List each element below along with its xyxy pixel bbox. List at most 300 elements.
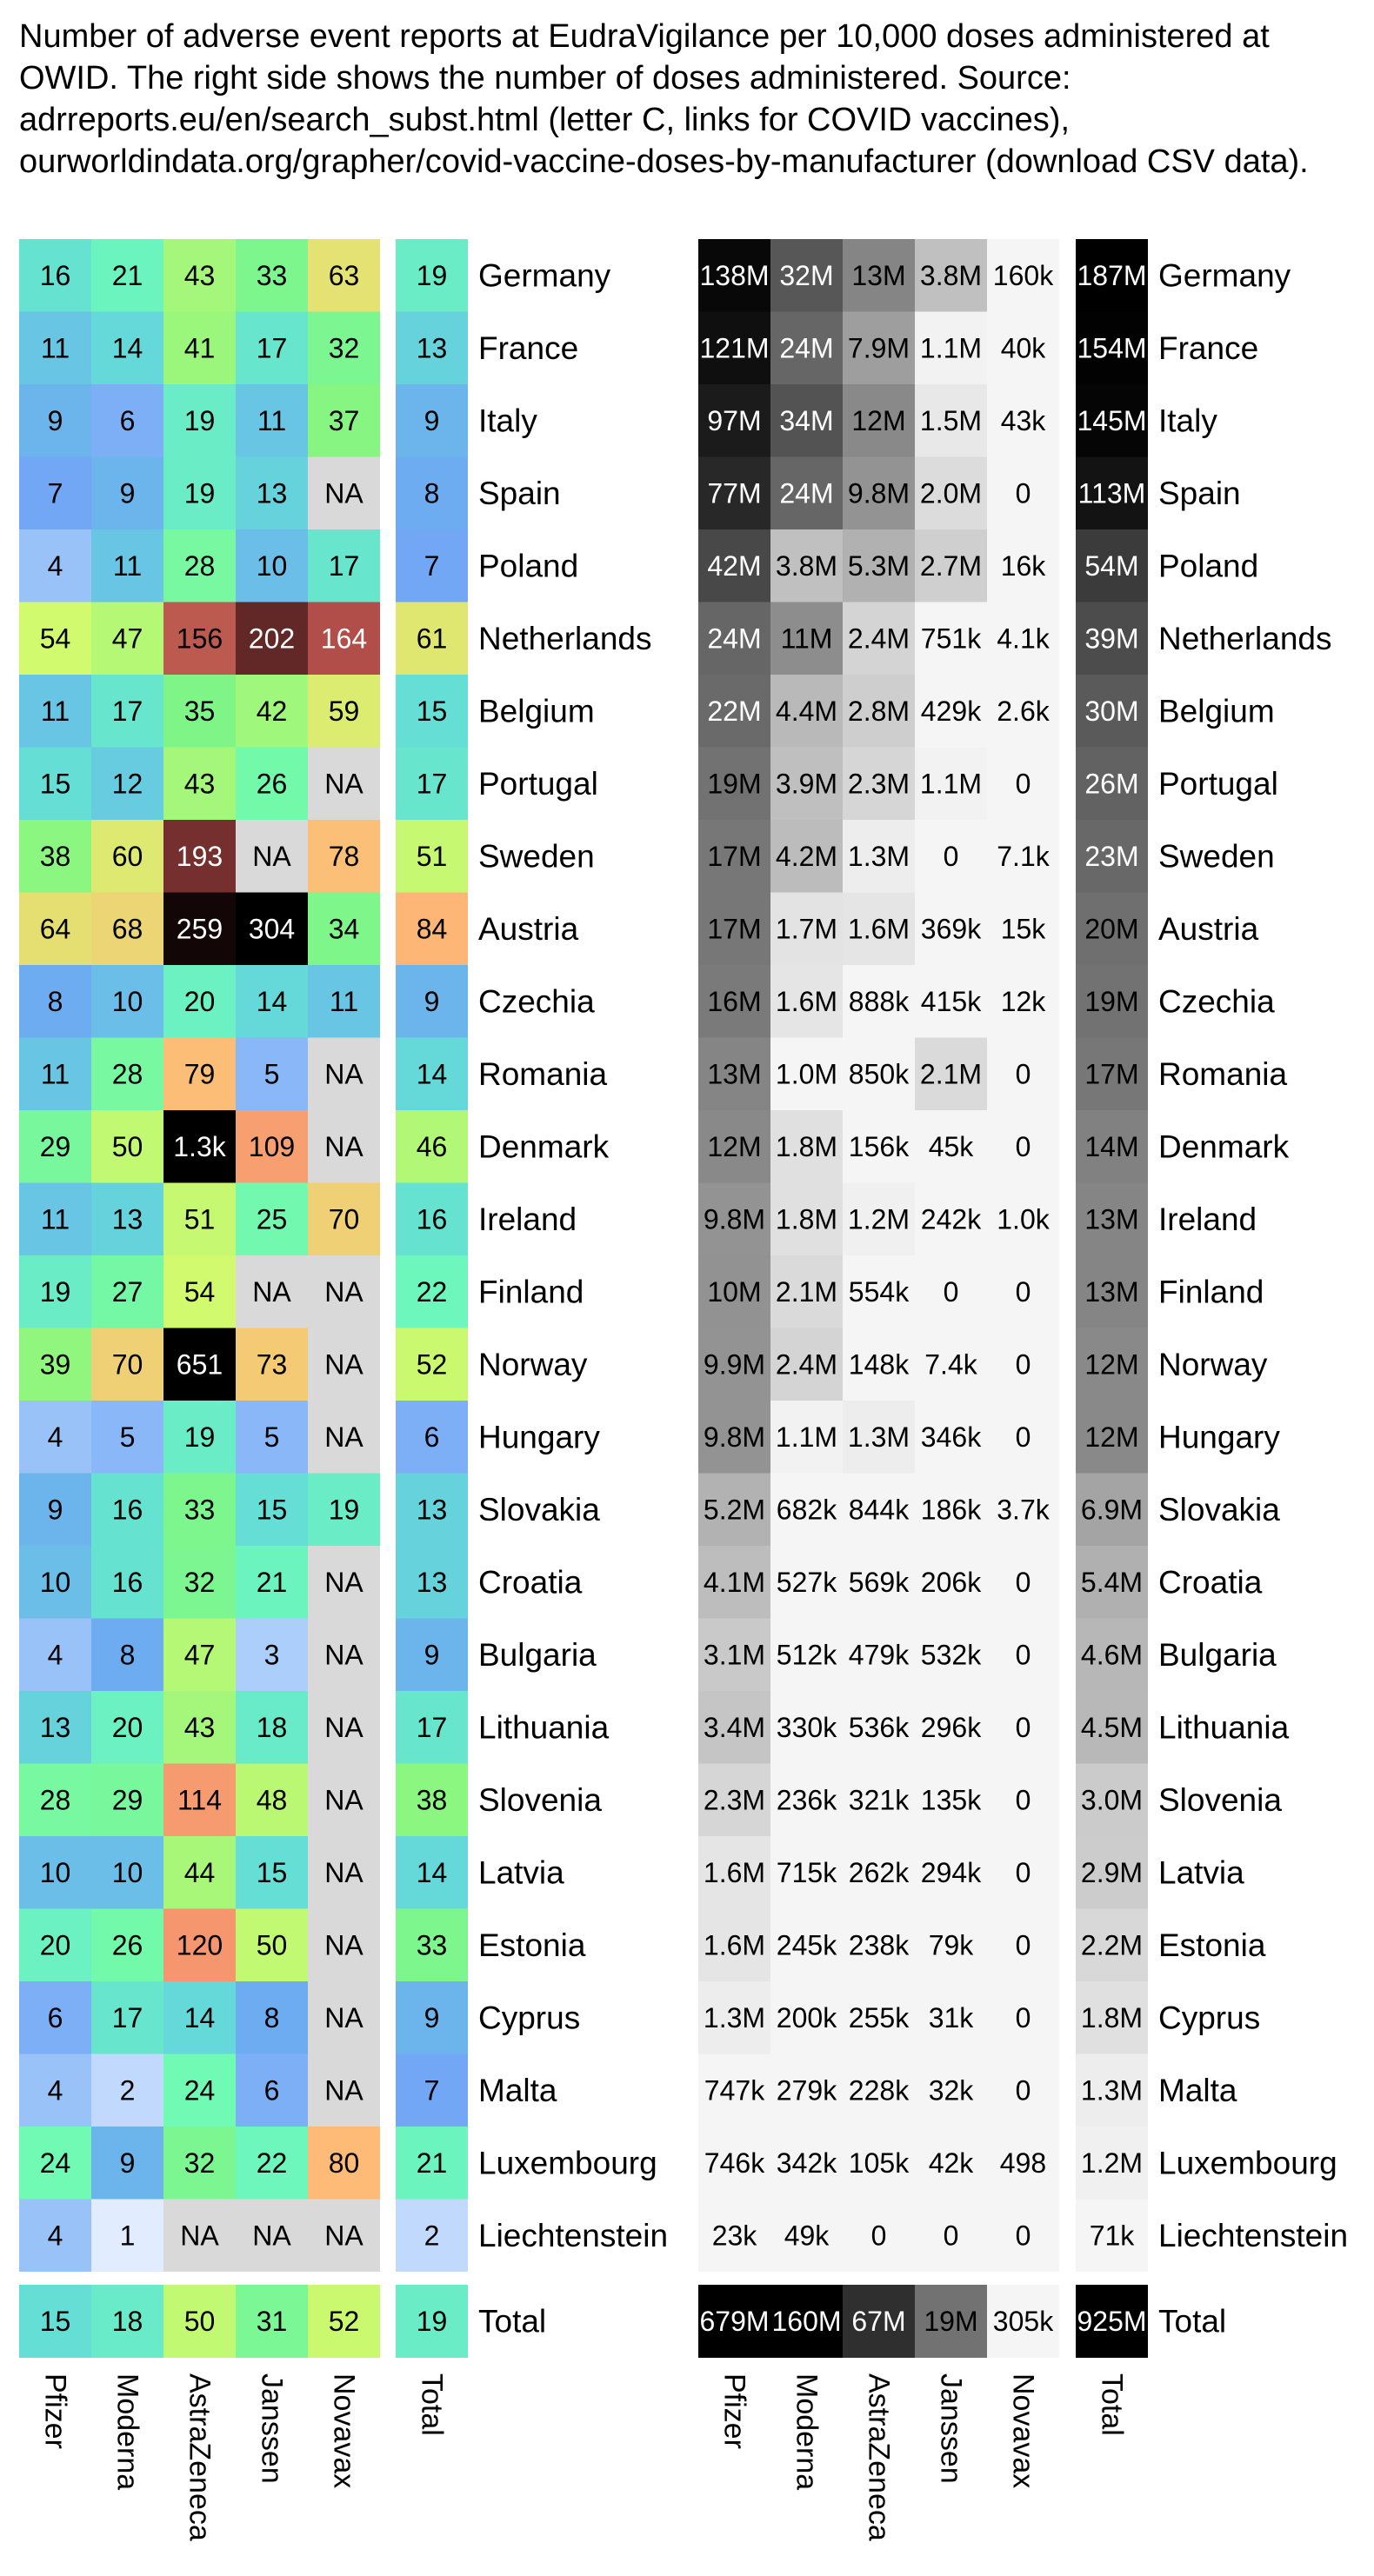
doses-row-label: Lithuania	[1158, 1709, 1290, 1746]
doses-row-label: Sweden	[1158, 838, 1275, 875]
doses-cell-label: 34M	[779, 404, 834, 436]
doses-cell-label: 1.3M	[703, 2001, 766, 2034]
reports-cell-label: 4	[47, 1639, 63, 1671]
doses-cell-label: 121M	[699, 332, 770, 364]
doses-row-label: Austria	[1158, 910, 1259, 947]
doses-cell-label: 0	[1015, 1711, 1031, 1743]
reports-cell-label: 37	[328, 404, 360, 436]
doses-total-cell-label: 145M	[1077, 404, 1147, 436]
reports-cell-label: 39	[39, 1348, 71, 1381]
reports-cell-label: 11	[329, 985, 359, 1017]
reports-column-label: AstraZeneca	[183, 2373, 217, 2541]
reports-cell-label: NA	[324, 477, 364, 509]
doses-cell-label: 888k	[848, 985, 910, 1017]
doses-cell-label: 751k	[920, 622, 982, 655]
doses-cell-label: 0	[943, 840, 959, 872]
reports-cell-label: 47	[111, 622, 143, 655]
doses-total-row-cell-label: 160M	[771, 2306, 842, 2337]
doses-row-label: Slovakia	[1158, 1491, 1280, 1528]
doses-cell-label: 9.8M	[703, 1421, 766, 1453]
reports-total-cell-label: 6	[424, 1421, 440, 1453]
reports-total-cell-label: 46	[416, 1130, 448, 1162]
reports-cell-label: 14	[111, 332, 143, 364]
doses-cell-label: 148k	[848, 1348, 910, 1381]
doses-cell-label: 12M	[851, 404, 906, 436]
reports-row-label: Cyprus	[478, 2000, 581, 2036]
doses-cell-label: 135k	[920, 1784, 982, 1816]
doses-cell-label: 2.1M	[919, 1058, 983, 1090]
reports-cell-label: 3	[263, 1639, 280, 1671]
reports-cell-label: 15	[256, 1494, 288, 1526]
reports-cell-label: 9	[119, 477, 136, 509]
doses-cell-label: 3.8M	[919, 259, 983, 291]
reports-cell-label: 13	[39, 1711, 71, 1743]
doses-cell-label: 19M	[707, 768, 762, 800]
doses-cell-label: 2.3M	[847, 768, 910, 800]
doses-cell-label: 1.3M	[847, 840, 910, 872]
doses-row-label: Ireland	[1158, 1201, 1257, 1237]
reports-cell-label: 193	[176, 840, 223, 872]
doses-cell-label: 498	[999, 2147, 1047, 2179]
reports-cell-label: 22	[256, 2147, 288, 2179]
doses-total-cell-label: 6.9M	[1080, 1494, 1144, 1526]
doses-cell-label: 17M	[707, 913, 762, 945]
doses-total-cell-label: 23M	[1084, 840, 1139, 872]
doses-total-cell-label: 30M	[1084, 695, 1139, 727]
doses-cell-label: 32k	[928, 2074, 974, 2107]
reports-cell-label: 20	[183, 985, 216, 1017]
doses-cell-label: 0	[1015, 1566, 1031, 1598]
reports-cell-label: 14	[256, 985, 288, 1017]
reports-row-label: Germany	[478, 257, 611, 294]
doses-cell-label: 294k	[920, 1856, 982, 1888]
reports-row-label: France	[478, 329, 579, 366]
doses-row-label: France	[1158, 329, 1259, 366]
reports-row-label: Slovenia	[478, 1781, 602, 1818]
doses-cell-label: 369k	[920, 913, 982, 945]
doses-cell-label: 206k	[920, 1566, 982, 1598]
doses-cell-label: 245k	[776, 1929, 837, 1961]
reports-cell-label: NA	[324, 1348, 364, 1381]
doses-cell-label: 527k	[776, 1566, 837, 1598]
reports-cell-label: 11	[40, 1058, 70, 1090]
doses-cell-label: 7.1k	[997, 840, 1050, 872]
reports-total-cell-label: 14	[416, 1058, 448, 1090]
doses-cell-label: 156k	[848, 1130, 910, 1162]
reports-cell-label: 6	[119, 404, 136, 436]
doses-cell-label: 2.1M	[775, 1275, 838, 1308]
doses-total-row-cell-label: 19M	[924, 2306, 978, 2337]
reports-cell-label: 63	[328, 259, 360, 291]
reports-cell-label: 78	[328, 840, 360, 872]
reports-cell-label: 259	[176, 913, 223, 945]
doses-cell-label: 2.4M	[775, 1348, 838, 1381]
reports-total-cell-label: 17	[416, 1711, 448, 1743]
doses-cell-label: 479k	[848, 1639, 910, 1671]
reports-cell-label: 19	[328, 1494, 360, 1526]
doses-row-label: Liechtenstein	[1158, 2217, 1349, 2253]
doses-cell-label: 43k	[1000, 404, 1046, 436]
doses-cell-label: 2.7M	[919, 549, 983, 582]
doses-total-cell-label: 13M	[1084, 1275, 1139, 1308]
reports-cell-label: 48	[256, 1784, 288, 1816]
doses-cell-label: 200k	[776, 2001, 837, 2034]
doses-cell-label: 9.8M	[847, 477, 910, 509]
reports-cell-label: 20	[111, 1711, 143, 1743]
doses-cell-label: 296k	[920, 1711, 982, 1743]
doses-total-cell-label: 14M	[1084, 1130, 1139, 1162]
doses-total-cell-label: 187M	[1077, 259, 1147, 291]
doses-cell-label: 23k	[711, 2220, 757, 2252]
doses-row-label: Latvia	[1158, 1854, 1244, 1891]
reports-cell-label: 11	[112, 549, 143, 582]
reports-cell-label: 15	[256, 1856, 288, 1888]
doses-cell-label: 569k	[848, 1566, 910, 1598]
reports-column-label: Moderna	[110, 2373, 144, 2491]
reports-row-label: Norway	[478, 1346, 588, 1382]
doses-cell-label: 1.6M	[703, 1929, 766, 1961]
reports-cell-label: 10	[39, 1566, 71, 1598]
reports-row-label: Hungary	[478, 1419, 600, 1455]
doses-cell-label: 262k	[848, 1856, 910, 1888]
reports-cell-label: 120	[176, 1929, 223, 1961]
reports-cell-label: NA	[252, 2220, 291, 2252]
doses-total-cell-label: 20M	[1084, 913, 1139, 945]
reports-row-label: Italy	[478, 403, 537, 439]
doses-total-cell-label: 19M	[1084, 985, 1139, 1017]
doses-cell-label: 0	[943, 2220, 959, 2252]
doses-row-label: Spain	[1158, 475, 1241, 511]
reports-cell-label: 13	[111, 1203, 143, 1235]
doses-total-cell-label: 113M	[1077, 477, 1146, 509]
doses-total-cell-label: 1.8M	[1080, 2001, 1144, 2034]
reports-cell-label: NA	[324, 1856, 364, 1888]
reports-row-label: Finland	[478, 1274, 584, 1310]
doses-row-label: Italy	[1158, 403, 1217, 439]
doses-row-label: Poland	[1158, 548, 1259, 584]
reports-total-cell-label: 33	[416, 1929, 448, 1961]
doses-cell-label: 5.2M	[703, 1494, 766, 1526]
reports-grand-total-cell-label: 19	[416, 2306, 448, 2337]
doses-cell-label: 138M	[699, 259, 770, 291]
doses-cell-label: 186k	[920, 1494, 982, 1526]
reports-cell-label: NA	[324, 1784, 364, 1816]
reports-cell-label: 29	[39, 1130, 71, 1162]
reports-row-label: Lithuania	[478, 1709, 610, 1746]
reports-cell-label: 28	[111, 1058, 143, 1090]
reports-cell-label: 9	[119, 2147, 136, 2179]
doses-cell-label: 49k	[784, 2220, 830, 2252]
doses-cell-label: 0	[1015, 1421, 1031, 1453]
reports-total-cell-label: 13	[416, 1566, 448, 1598]
doses-cell-label: 3.7k	[997, 1494, 1050, 1526]
reports-cell-label: 651	[176, 1348, 223, 1381]
doses-cell-label: 0	[870, 2220, 887, 2252]
reports-cell-label: 17	[328, 549, 360, 582]
reports-row-label: Malta	[478, 2072, 557, 2108]
doses-cell-label: 3.8M	[775, 549, 838, 582]
reports-cell-label: 164	[320, 622, 368, 655]
reports-cell-label: 8	[47, 985, 63, 1017]
reports-cell-label: 5	[263, 1058, 280, 1090]
reports-cell-label: 7	[47, 477, 63, 509]
reports-total-cell-label: 7	[424, 549, 440, 582]
doses-cell-label: 9.8M	[703, 1203, 766, 1235]
reports-cell-label: 13	[256, 477, 288, 509]
reports-total-cell-label: 9	[424, 2001, 440, 2034]
reports-cell-label: 5	[119, 1421, 136, 1453]
doses-cell-label: 2.6k	[997, 695, 1050, 727]
doses-cell-label: 2.0M	[919, 477, 983, 509]
doses-total-row-label: Total	[1158, 2303, 1227, 2340]
reports-cell-label: NA	[252, 1275, 291, 1308]
doses-cell-label: 3.1M	[703, 1639, 766, 1671]
reports-cell-label: 114	[177, 1784, 223, 1816]
doses-cell-label: 79k	[928, 1929, 974, 1961]
reports-cell-label: 4	[47, 549, 63, 582]
reports-row-label: Liechtenstein	[478, 2217, 669, 2253]
doses-cell-label: 1.7M	[775, 913, 838, 945]
reports-cell-label: 19	[39, 1275, 71, 1308]
reports-cell-label: NA	[324, 1711, 364, 1743]
doses-total-cell-label: 39M	[1084, 622, 1139, 655]
doses-row-label: Netherlands	[1158, 620, 1332, 656]
reports-cell-label: NA	[324, 1058, 364, 1090]
reports-total-cell-label: 9	[424, 404, 440, 436]
doses-cell-label: 0	[1015, 477, 1031, 509]
doses-cell-label: 746k	[704, 2147, 765, 2179]
reports-cell-label: 10	[111, 985, 143, 1017]
reports-total-cell-label: 38	[416, 1784, 448, 1816]
reports-total-cell-label: 61	[416, 622, 448, 655]
reports-cell-label: 1.3k	[173, 1130, 226, 1162]
doses-cell-label: 715k	[776, 1856, 837, 1888]
reports-cell-label: 43	[183, 1711, 216, 1743]
doses-cell-label: 0	[943, 1275, 959, 1308]
doses-total-cell-label: 4.5M	[1080, 1711, 1144, 1743]
doses-cell-label: 15k	[1000, 913, 1046, 945]
doses-total-cell-label: 1.3M	[1080, 2074, 1144, 2107]
doses-cell-label: 279k	[776, 2074, 837, 2107]
doses-row-label: Malta	[1158, 2072, 1237, 2108]
reports-cell-label: 2	[119, 2074, 136, 2107]
reports-cell-label: 5	[263, 1421, 280, 1453]
reports-cell-label: 43	[183, 768, 216, 800]
doses-cell-label: 1.0M	[775, 1058, 838, 1090]
reports-cell-label: 34	[328, 913, 360, 945]
reports-cell-label: NA	[324, 1130, 364, 1162]
doses-cell-label: 844k	[848, 1494, 910, 1526]
doses-row-label: Romania	[1158, 1055, 1288, 1092]
doses-row-label: Germany	[1158, 257, 1291, 294]
reports-cell-label: NA	[324, 768, 364, 800]
doses-cell-label: 4.2M	[775, 840, 838, 872]
reports-cell-label: 32	[183, 1566, 216, 1598]
reports-cell-label: 16	[111, 1494, 143, 1526]
doses-cell-label: 1.5M	[919, 404, 983, 436]
reports-row-label: Belgium	[478, 693, 595, 729]
reports-total-cell-label: 2	[424, 2220, 440, 2252]
doses-total-row-cell-label: 305k	[992, 2306, 1054, 2337]
doses-cell-label: 429k	[920, 695, 982, 727]
reports-cell-label: NA	[324, 1639, 364, 1671]
doses-cell-label: 4.1k	[997, 622, 1050, 655]
doses-cell-label: 1.6M	[847, 913, 910, 945]
doses-cell-label: 12k	[1000, 985, 1046, 1017]
doses-total-cell-label: 5.4M	[1080, 1566, 1144, 1598]
doses-row-label: Cyprus	[1158, 2000, 1261, 2036]
doses-cell-label: 1.6M	[703, 1856, 766, 1888]
reports-cell-label: 50	[111, 1130, 143, 1162]
reports-total-row-cell-label: 18	[111, 2306, 143, 2337]
reports-cell-label: NA	[324, 1275, 364, 1308]
reports-cell-label: 38	[39, 840, 71, 872]
doses-cell-label: 330k	[776, 1711, 837, 1743]
reports-row-label: Sweden	[478, 838, 595, 875]
reports-row-label: Luxembourg	[478, 2145, 657, 2181]
doses-cell-label: 97M	[707, 404, 762, 436]
doses-cell-label: 0	[1015, 2220, 1031, 2252]
reports-cell-label: 43	[183, 259, 216, 291]
doses-cell-label: 22M	[707, 695, 762, 727]
reports-cell-label: 50	[256, 1929, 288, 1961]
doses-cell-label: 16k	[1000, 549, 1046, 582]
reports-total-cell-label: 19	[416, 259, 448, 291]
reports-total-cell-label: 8	[424, 477, 440, 509]
doses-cell-label: 255k	[848, 2001, 910, 2034]
doses-cell-label: 1.6M	[775, 985, 838, 1017]
reports-cell-label: 11	[40, 332, 70, 364]
doses-cell-label: 850k	[848, 1058, 910, 1090]
reports-cell-label: 51	[183, 1203, 216, 1235]
reports-row-label: Netherlands	[478, 620, 652, 656]
doses-row-label: Norway	[1158, 1346, 1268, 1382]
doses-row-label: Denmark	[1158, 1128, 1290, 1165]
reports-cell-label: NA	[324, 2074, 364, 2107]
doses-cell-label: 1.1M	[919, 768, 983, 800]
reports-total-cell-label: 84	[416, 913, 448, 945]
reports-total-cell-label: 51	[416, 840, 448, 872]
doses-row-label: Slovenia	[1158, 1781, 1282, 1818]
doses-total-cell-label: 3.0M	[1080, 1784, 1144, 1816]
doses-cell-label: 3.9M	[775, 768, 838, 800]
reports-total-cell-label: 13	[416, 1494, 448, 1526]
reports-cell-label: 80	[328, 2147, 360, 2179]
doses-row-label: Finland	[1158, 1274, 1264, 1310]
doses-total-cell-label: 154M	[1077, 332, 1147, 364]
doses-cell-label: 228k	[848, 2074, 910, 2107]
doses-cell-label: 24M	[779, 477, 834, 509]
reports-cell-label: 19	[183, 477, 216, 509]
doses-cell-label: 160k	[992, 259, 1054, 291]
reports-cell-label: 10	[39, 1856, 71, 1888]
reports-cell-label: 17	[111, 695, 143, 727]
doses-cell-label: 0	[1015, 768, 1031, 800]
doses-cell-label: 1.2M	[847, 1203, 910, 1235]
reports-row-label: Croatia	[478, 1564, 583, 1601]
reports-total-cell-label: 15	[416, 695, 448, 727]
doses-cell-label: 747k	[704, 2074, 765, 2107]
doses-cell-label: 321k	[848, 1784, 910, 1816]
doses-cell-label: 0	[1015, 2074, 1031, 2107]
reports-row-label: Spain	[478, 475, 561, 511]
reports-cell-label: 1	[119, 2220, 136, 2252]
reports-column-label: Janssen	[255, 2373, 289, 2484]
reports-cell-label: 29	[111, 1784, 143, 1816]
reports-total-row-cell-label: 31	[256, 2306, 288, 2337]
doses-total-cell-label: 71k	[1089, 2220, 1135, 2252]
reports-cell-label: 14	[183, 2001, 216, 2034]
reports-cell-label: 8	[119, 1639, 136, 1671]
reports-row-label: Latvia	[478, 1854, 564, 1891]
reports-cell-label: 44	[183, 1856, 216, 1888]
doses-total-cell-label: 17M	[1084, 1058, 1139, 1090]
doses-cell-label: 1.3M	[847, 1421, 910, 1453]
doses-cell-label: 536k	[848, 1711, 910, 1743]
reports-total-row-cell-label: 50	[183, 2306, 216, 2337]
reports-cell-label: 17	[111, 2001, 143, 2034]
doses-row-label: Czechia	[1158, 983, 1275, 1020]
doses-cell-label: 3.4M	[703, 1711, 766, 1743]
reports-cell-label: 11	[40, 695, 70, 727]
reports-cell-label: 9	[47, 1494, 63, 1526]
reports-total-cell-label: 21	[416, 2147, 448, 2179]
reports-total-cell-label: 14	[416, 1856, 448, 1888]
reports-cell-label: 54	[39, 622, 71, 655]
reports-cell-label: 11	[257, 404, 287, 436]
reports-total-cell-label: 13	[416, 332, 448, 364]
reports-cell-label: 8	[263, 2001, 280, 2034]
doses-row-label: Hungary	[1158, 1419, 1280, 1455]
doses-cell-label: 0	[1015, 2001, 1031, 2034]
doses-cell-label: 13M	[707, 1058, 762, 1090]
reports-cell-label: 11	[40, 1203, 70, 1235]
doses-cell-label: 17M	[707, 840, 762, 872]
reports-row-label: Poland	[478, 548, 579, 584]
reports-cell-label: 79	[183, 1058, 216, 1090]
reports-cell-label: NA	[324, 1929, 364, 1961]
doses-total-cell-label: 2.2M	[1080, 1929, 1144, 1961]
reports-cell-label: 60	[111, 840, 143, 872]
doses-total-cell-label: 26M	[1084, 768, 1139, 800]
reports-cell-label: 28	[39, 1784, 71, 1816]
doses-cell-label: 31k	[928, 2001, 974, 2034]
doses-cell-label: 12M	[707, 1130, 762, 1162]
doses-cell-label: 1.8M	[775, 1203, 838, 1235]
reports-cell-label: 4	[47, 2220, 63, 2252]
reports-column-label: Pfizer	[38, 2373, 72, 2449]
reports-cell-label: NA	[324, 2001, 364, 2034]
doses-row-label: Belgium	[1158, 693, 1275, 729]
doses-total-cell-label: 4.6M	[1080, 1639, 1144, 1671]
reports-cell-label: 27	[111, 1275, 143, 1308]
reports-row-label: Ireland	[478, 1201, 577, 1237]
reports-cell-label: 304	[248, 913, 296, 945]
reports-total-cell-label: 22	[416, 1275, 448, 1308]
doses-row-label: Croatia	[1158, 1564, 1263, 1601]
doses-cell-label: 0	[1015, 1058, 1031, 1090]
reports-row-label: Estonia	[478, 1927, 586, 1963]
doses-cell-label: 238k	[848, 1929, 910, 1961]
reports-cell-label: NA	[324, 1421, 364, 1453]
reports-column-label: Total	[415, 2373, 449, 2436]
reports-cell-label: 70	[111, 1348, 143, 1381]
reports-cell-label: 32	[183, 2147, 216, 2179]
reports-cell-label: 33	[256, 259, 288, 291]
doses-cell-label: 45k	[928, 1130, 974, 1162]
doses-cell-label: 0	[1015, 1130, 1031, 1162]
doses-cell-label: 24M	[707, 622, 762, 655]
